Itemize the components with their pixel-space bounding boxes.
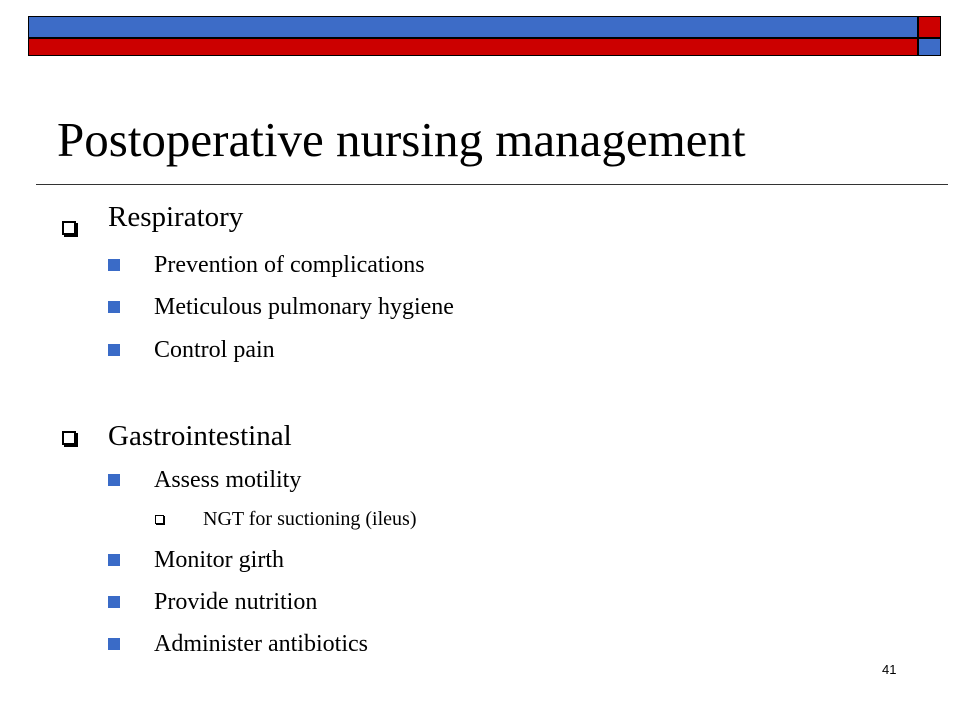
filled-square-bullet-icon: [108, 554, 120, 566]
filled-square-bullet-icon: [108, 638, 120, 650]
list-item: Monitor girth: [154, 547, 284, 573]
header-square-blue: [918, 38, 941, 56]
list-item: Control pain: [154, 337, 275, 363]
section-heading-respiratory: Respiratory: [108, 201, 244, 233]
header-square-red: [918, 16, 941, 38]
filled-square-bullet-icon: [108, 259, 120, 271]
header-bar-blue: [28, 16, 918, 38]
page-number: 41: [882, 662, 897, 677]
filled-square-bullet-icon: [108, 596, 120, 608]
sub-list-item: NGT for suctioning (ileus): [203, 508, 417, 530]
list-item: Assess motility: [154, 467, 302, 493]
slide-title: Postoperative nursing management: [57, 112, 746, 167]
filled-square-bullet-icon: [108, 474, 120, 486]
hollow-square-subbullet-icon: [155, 515, 164, 524]
filled-square-bullet-icon: [108, 301, 120, 313]
title-divider: [36, 184, 948, 185]
hollow-square-bullet-icon: [62, 221, 76, 235]
list-item: Prevention of complications: [154, 252, 425, 278]
header-bar-red: [28, 38, 918, 56]
section-heading-gastrointestinal: Gastrointestinal: [108, 420, 292, 452]
list-item: Meticulous pulmonary hygiene: [154, 294, 454, 320]
list-item: Administer antibiotics: [154, 631, 368, 657]
list-item: Provide nutrition: [154, 589, 318, 615]
filled-square-bullet-icon: [108, 344, 120, 356]
hollow-square-bullet-icon: [62, 431, 76, 445]
